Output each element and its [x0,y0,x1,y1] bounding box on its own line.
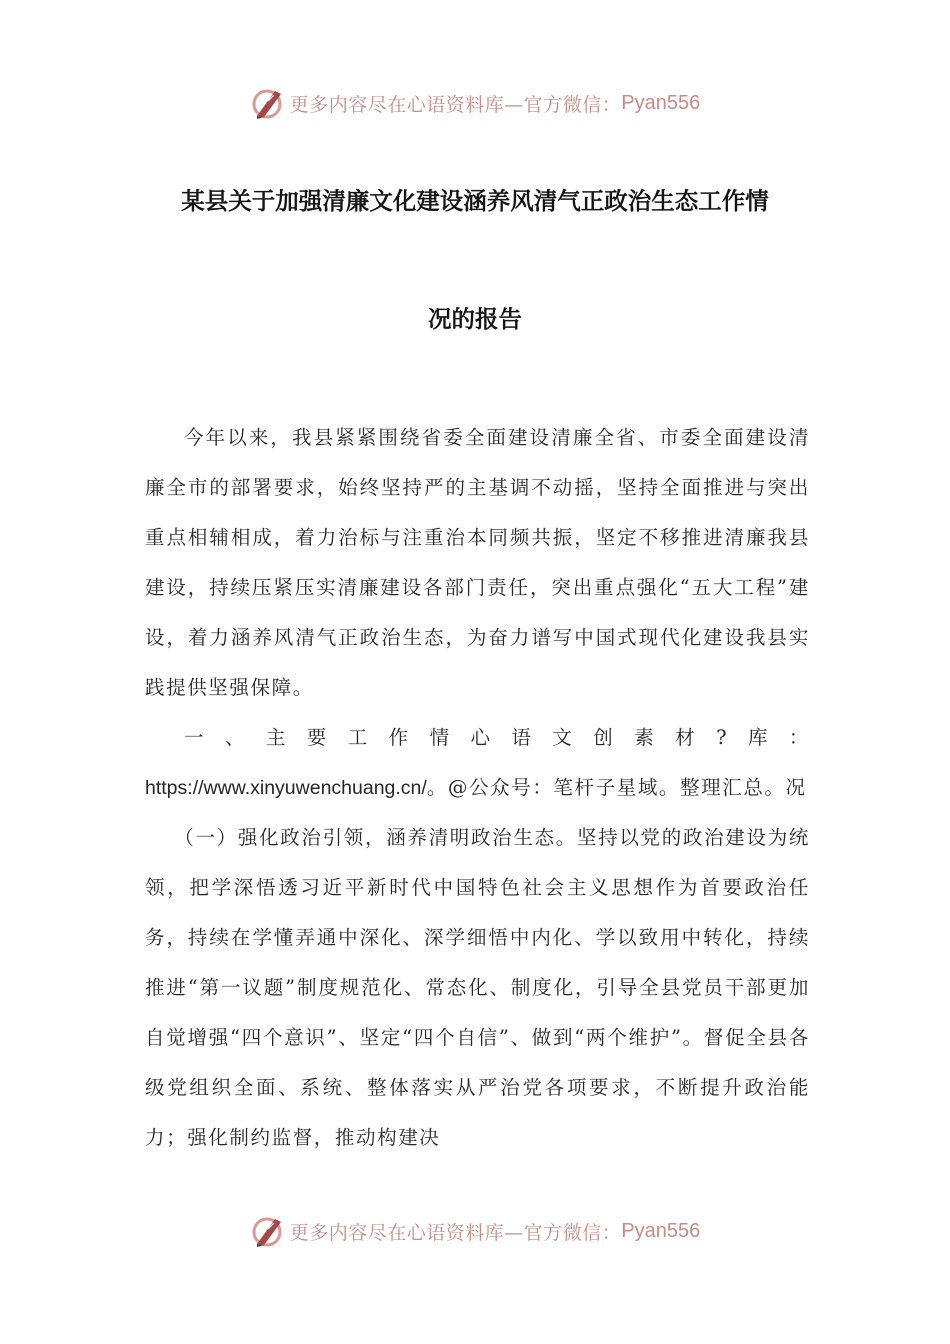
document-title-line-1: 某县关于加强清廉文化建设涵养风清气正政治生态工作情 [181,187,769,215]
pen-nib-logo-icon [250,1213,286,1249]
watermark-contact: Pyan556 [621,1219,701,1242]
subsection-paragraph-1: （一）强化政治引领，涵养清明政治生态。坚持以党的政治建设为统领，把学深悟透习近平新时代中国特色社会主义思想作为首要政治任务，持续在学懂弄通中深化、深学细悟中内化、学以致用中转化，持续推进“第一议题”制度规范化、常态化、制度化，引导全县党员干部更加自觉增强“四个意识”、坚定“四个自信”、做到“两个维护”。督促全县各级党组织全面、系统、整体落实从严治党各项要求，不断提升政治能力；强化制约监督，推动构建决 [145,826,810,1149]
watermark-banner-top [0,83,950,123]
section-heading-1 [145,713,810,813]
section-heading-prefix: 一、主要工作情心语文创素材?库： [184,726,810,749]
watermark-banner-bottom [0,1211,950,1251]
section-heading-suffix: 。@公众号：笔杆子星域。整理汇总。况 [426,776,807,799]
document-body [145,413,810,1163]
pen-nib-logo-icon [250,85,286,121]
watermark-contact: Pyan556 [621,91,701,114]
watermark-text: 更多内容尽在心语资料库—官方微信： [289,1221,622,1244]
document-title-line-2: 况的报告 [428,305,522,333]
section-heading-url: https://www.xinyuwenchuang.cn/ [145,777,427,799]
intro-paragraph: 今年以来，我县紧紧围绕省委全面建设清廉全省、市委全面建设清廉全市的部署要求，始终坚持严的主基调不动摇，坚持全面推进与突出重点相辅相成，着力治标与注重治本同频共振，坚定不移推进清廉我县建设，持续压紧压实清廉建设各部门责任，突出重点强化“五大工程”建设，着力涵养风清气正政治生态，为奋力谱写中国式现代化建设我县实践提供坚强保障。 [145,426,810,699]
watermark-text: 更多内容尽在心语资料库—官方微信： [289,93,622,116]
